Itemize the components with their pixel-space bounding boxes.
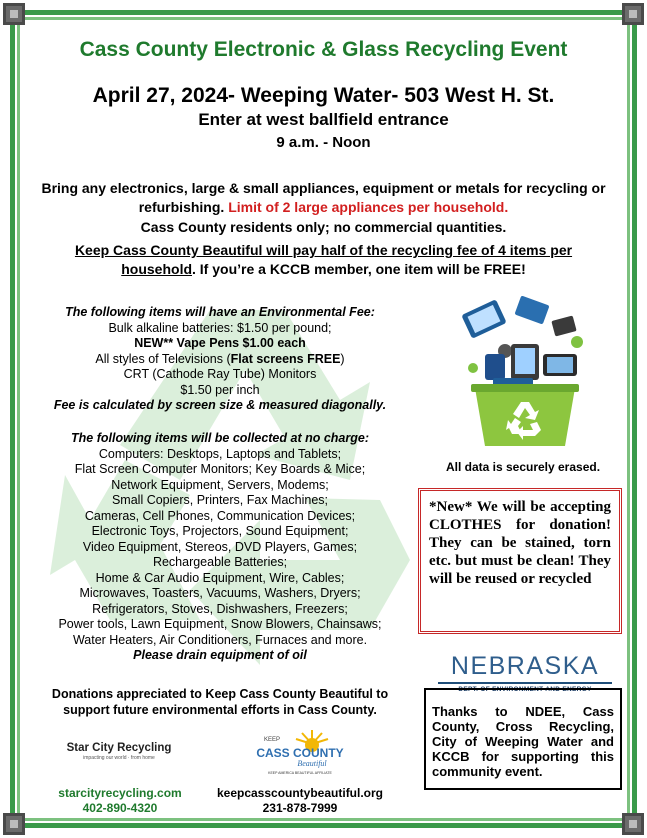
list-item: Computers: Desktops, Laptops and Tablets;: [98, 446, 342, 461]
kccb-logo-affiliate: KEEP AMERICA BEAUTIFUL AFFILIATE: [268, 771, 332, 775]
nebraska-subtitle: DEPT. OF ENVIRONMENT AND ENERGY: [458, 686, 592, 693]
kccb-logo-beautiful: Beautiful: [297, 759, 327, 768]
list-item: Home & Car Audio Equipment, Wire, Cables;: [95, 570, 345, 585]
environmental-fee-section: [30, 305, 410, 414]
list-item: Water Heaters, Air Conditioners, Furnaces and more.: [72, 632, 368, 647]
fee-tv-text: All styles of Televisions (: [95, 351, 231, 366]
frame-corner-bottom-left: [3, 813, 25, 835]
kccb-url[interactable]: keepcasscountybeautiful.org: [216, 786, 384, 800]
list-item: Refrigerators, Stoves, Dishwashers, Freezers;: [92, 601, 348, 616]
kccb-fee-rest: . If you’re a KCCB member, one item will be FREE!: [192, 261, 526, 277]
data-erased-note: All data is securely erased.: [445, 460, 601, 474]
frame-right-inner: [627, 10, 630, 828]
frame-bottom-outer: [10, 823, 637, 828]
kccb-fee-underlined: Keep Cass County Beautiful will pay half of the recycling fee of 4 items per household: [74, 242, 573, 277]
fee-heading: The following items will have an Environmental Fee:: [65, 305, 375, 319]
frame-left-outer: [10, 10, 15, 828]
fee-tv-close: ): [340, 351, 345, 366]
fee-televisions: [30, 352, 410, 368]
fee-vape-pens: NEW** Vape Pens $1.00 each: [134, 336, 306, 350]
list-item: Network Equipment, Servers, Modems;: [111, 477, 329, 492]
nebraska-wordmark: NEBRASKA: [450, 652, 600, 680]
star-city-phone: 402-890-4320: [82, 801, 158, 815]
kccb-fee-note: [40, 241, 607, 279]
nebraska-rule: [438, 682, 612, 684]
frame-corner-top-right: [622, 3, 644, 25]
clothes-donation-notice: *New* We will be accepting CLOTHES for donation! They can be stained, torn etc. but must be clean! They will be reused or recycled: [418, 488, 622, 634]
frame-corner-bottom-right: [622, 813, 644, 835]
fee-tv-flat-free: Flat screens FREE: [230, 351, 341, 366]
kccb-logo: [250, 728, 350, 776]
fee-crt-price: $1.50 per inch: [180, 382, 260, 397]
fee-crt: CRT (Cathode Ray Tube) Monitors: [123, 367, 317, 381]
list-item: Video Equipment, Stereos, DVD Players, Games;: [82, 539, 358, 554]
fee-batteries: Bulk alkaline batteries: $1.50 per pound;: [108, 320, 332, 335]
kccb-logo-name: CASS COUNTY: [256, 746, 344, 760]
free-items-section: [30, 431, 410, 664]
nebraska-ndee-logo: [430, 652, 620, 693]
kccb-contact: [195, 786, 405, 816]
appliance-limit: Limit of 2 large appliances per household.: [228, 199, 509, 215]
star-city-tagline: impacting our world · from home: [83, 755, 155, 761]
event-date-location: April 27, 2024- Weeping Water- 503 West H. St.: [92, 84, 555, 107]
frame-left-inner: [17, 10, 20, 828]
free-items-heading: The following items will be collected at no charge:: [71, 431, 369, 445]
star-city-url[interactable]: starcityrecycling.com: [58, 786, 182, 800]
fee-note: Fee is calculated by screen size & measured diagonally.: [53, 398, 387, 412]
frame-corner-top-left: [3, 3, 25, 25]
kccb-logo-keep: KEEP: [264, 737, 281, 743]
electronics-recycling-bin-icon: [445, 296, 605, 456]
kccb-phone: 231-878-7999: [262, 801, 338, 815]
event-time: 9 a.m. - Noon: [276, 134, 371, 151]
frame-bottom-inner: [10, 818, 637, 821]
star-city-contact: [30, 786, 210, 816]
list-item: Small Copiers, Printers, Fax Machines;: [111, 493, 329, 507]
intro-text: Bring any electronics, large & small appliances, equipment or metals for recycling or refurbishing.: [41, 180, 606, 215]
frame-right-outer: [632, 10, 637, 828]
frame-top-inner: [10, 17, 637, 20]
page-title: Cass County Electronic & Glass Recycling Event: [79, 38, 568, 61]
residents-only-note: Cass County residents only; no commercial quantities.: [140, 219, 507, 235]
list-item: Cameras, Cell Phones, Communication Devices;: [84, 508, 356, 523]
list-item: Electronic Toys, Projectors, Sound Equipment;: [91, 524, 349, 538]
thanks-box: Thanks to NDEE, Cass County, Cross Recycling, City of Weeping Water and KCCB for supporting this community event.: [424, 688, 622, 790]
donations-note: Donations appreciated to Keep Cass County Beautiful to support future environmental efforts in Cass County.: [51, 687, 389, 717]
star-city-recycling-logo: [64, 742, 174, 761]
event-entrance: Enter at west ballfield entrance: [198, 110, 449, 129]
intro-paragraph: [40, 179, 607, 217]
frame-top-outer: [10, 10, 637, 15]
drain-oil-note: Please drain equipment of oil: [133, 648, 307, 662]
list-item: Flat Screen Computer Monitors; Key Boards & Mice;: [74, 462, 366, 476]
list-item: Microwaves, Toasters, Vacuums, Washers, Dryers;: [79, 586, 361, 600]
list-item: Rechargeable Batteries;: [152, 555, 288, 569]
star-city-name: Star City Recycling: [66, 742, 172, 754]
list-item: Power tools, Lawn Equipment, Snow Blowers, Chainsaws;: [58, 617, 382, 631]
